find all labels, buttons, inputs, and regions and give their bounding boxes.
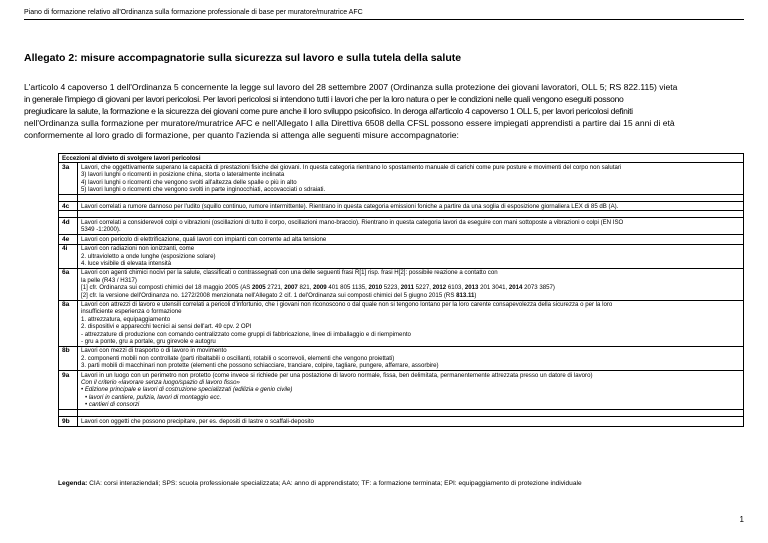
row-code: 9b [59, 417, 78, 426]
row-line: 3. parti mobili di macchinari non protette (elementi che possono schiacciare, tranciare, colpire, tagliare, pungere, afferrare, assorbire) [81, 362, 439, 370]
intro-line: in generale l'impiego di giovani per lavori pericolosi. Per lavori pericolosi si intendono tutti i lavori che per la loro natura o per le condizioni nelle quali vengono eseguiti possono [24, 94, 624, 104]
row-text [78, 346, 744, 370]
row-code: 8b [59, 346, 78, 370]
row-line: Lavori, che oggettivamente superano la capacità di prestazioni fisiche dei giovani. In questa categoria rientrano lo spostamento manuale di carichi come pure posture e movimenti del corpo non salutari [81, 163, 622, 171]
row-line: - gru a ponte, gru a portale, gru girevole e autogru [81, 338, 216, 346]
row-line: Lavori con attrezzi di lavoro e utensili correlati a pericoli d'infortunio, che i giovani non riconoscono o dal quale non si tengono lontano per la loro carente consapevolezza della sicurezza o per la loro [81, 301, 613, 308]
row-line: Lavori in un luogo con un perimetro non protetto (come invece si richiede per una postazione di lavoro normale, fissa, ben delimitata, permanentemente attrezzata presso un datore di lavoro) [81, 371, 593, 379]
row-line: Lavori correlati a considerevoli colpi o vibrazioni (oscillazioni di tutto il corpo, oscillazioni mano-braccio). Rientrano in questa categoria lavori da eseguire con mani sottoposte a vibrazioni o colpi (EN ISO [81, 218, 624, 226]
row-code: 8a [59, 300, 78, 346]
row-line: 2. ultravioletto a onde lunghe (esposizione solare) [81, 252, 216, 260]
intro-line: L'articolo 4 capoverso 1 dell'Ordinanza 5 concernente la legge sul lavoro del 28 settembre 2007 (Ordinanza sulla protezione dei giovani lavoratori, OLL 5; RS 822.115) vieta [24, 82, 678, 92]
row-line: 5349 -1:2000). [81, 226, 121, 234]
row-line: la pelle (R43 / H317) [81, 276, 137, 284]
row-text [78, 371, 744, 410]
header-divider [24, 19, 744, 20]
row-line: Lavori correlati a rumore dannoso per l'udito (squillo continuo, rumore intermittente). Rientrano in questa categoria emissioni foniche a partire da una soglia di esposizione giornaliera LEX di 85 dB (A). [81, 202, 619, 210]
table-row [59, 371, 744, 410]
table-caption-row [59, 154, 744, 163]
row-line: Lavori con pericolo di elettrificazione, quali lavori con impianti con corrente ad alta tensione [81, 235, 327, 243]
row-text [78, 244, 744, 268]
legend-label: Legenda: [58, 480, 88, 487]
row-text [78, 163, 744, 195]
row-code: 4e [59, 235, 78, 244]
row-text [78, 218, 744, 235]
intro-line: nell'Ordinanza sulla formazione per muratore/muratrice AFC e nell'Allegato I alla Direttiva 6508 della CFSL possono essere impiegati apprendisti a partire dai 15 anni di età [24, 118, 675, 128]
row-text [78, 417, 744, 426]
footnote-1: [1] cfr. Ordinanza sui composti chimici del 18 maggio 2005 (AS 2005 2721, 2007 821, 2009 401 805 1135, 2010 5223, 2011 5227, 2012 6103, 2013 201 3041, 2014 2073 3857) [81, 284, 555, 292]
row-code: 3a [59, 163, 78, 195]
table-row [59, 218, 744, 235]
row-code: 4d [59, 218, 78, 235]
row-line: Lavori con radiazioni non ionizzanti, come [81, 245, 195, 253]
row-line: 5) lavori lunghi o ricorrenti che vengono svolti in parte inginocchiati, accovacciati o sdraiati. [81, 186, 326, 194]
row-line: 4. luce visibile di elevata intensità [81, 259, 172, 267]
table-row [59, 417, 744, 426]
row-spacer [59, 410, 744, 417]
row-code: 6a [59, 268, 78, 300]
table-row [59, 163, 744, 195]
legend-text: CIA: corsi interaziendali; SPS: scuola professionale specializzata; AA: anno di apprendistato; TF: a formazione terminata; EPI: equipaggiamento di protezione individuale [87, 480, 582, 487]
row-text [78, 268, 744, 300]
intro-paragraph [24, 81, 746, 141]
row-line: Lavori con agenti chimici nocivi per la salute, classificati o contrassegnati con una delle seguenti frasi R[1] risp. frasi H[2]: possibile reazione a contatto con [81, 269, 498, 277]
table-row [59, 244, 744, 268]
footnote-2: [2] cfr. la versione dell'Ordinanza no. 1272/2008 menzionata nell'Allegato 2 cif. 1 del'Ordinanza sui composti chimici del 5 giugno 2015 (RS 813.11) [81, 291, 477, 299]
row-spacer [59, 195, 744, 202]
table-row [59, 300, 744, 346]
page-number: 1 [739, 515, 744, 524]
intro-line: conformemente al loro grado di formazione, per quanto l'azienda si attenga alle seguenti misure accompagnatorie: [24, 130, 459, 140]
table-row [59, 346, 744, 370]
row-line: 1. attrezzatura, equipaggiamento [81, 315, 171, 323]
page-header: Piano di formazione relativo all'Ordinanza sulla formazione professionale di base per muratore/muratrice AFC [24, 9, 363, 16]
page-title: Allegato 2: misure accompagnatorie sulla sicurezza sul lavoro e sulla tutela della salute [24, 52, 462, 64]
row-line: Lavori con mezzi di trasporto o di lavoro in movimento [81, 347, 227, 355]
row-text [78, 235, 744, 244]
row-code: 4c [59, 202, 78, 211]
row-line: 4) lavori lunghi o ricorrenti che vengono svolti all'altezza delle spalle o più in alto [81, 178, 297, 186]
row-line: 2. dispositivi e apparecchi tecnici ai sensi dell'art. 49 cpv. 2 OPI [81, 323, 252, 331]
row-line: 3) lavori lunghi o ricorrenti in posizione china, storta o lateralmente inclinata [81, 171, 285, 179]
row-text [78, 202, 744, 211]
exceptions-table [58, 153, 744, 427]
row-line: • cantieri di consorzi [85, 401, 140, 409]
row-text [78, 300, 744, 346]
legend [58, 480, 582, 487]
table-row [59, 202, 744, 211]
table-row [59, 268, 744, 300]
row-line: 2. componenti mobili non controllate (parti ribaltabili o oscillanti, rotabili o scorrevoli, elementi che vengono proiettati) [81, 354, 395, 362]
row-code: 9a [59, 371, 78, 410]
row-line: • Edizione principale e lavori di costruzione specializzati (edilizia e genio civile) [81, 386, 293, 394]
row-line: Lavori con oggetti che possono precipitare, per es. depositi di lastre o scaffali-deposito [81, 417, 314, 425]
table-row [59, 235, 744, 244]
row-spacer [59, 211, 744, 218]
intro-line: pregiudicare la salute, la formazione e la sicurezza dei giovani come pure anche il loro sviluppo psicofisico. In deroga all'articolo 4 capoverso 1 OLL 5, per lavori pericolosi definiti [24, 106, 633, 116]
table-caption: Eccezioni al divieto di svolgere lavori pericolosi [59, 154, 744, 163]
row-line: Con il criterio «lavorare senza luogo/spazio di lavoro fisso» [81, 379, 240, 387]
row-line: - attrezzature di produzione con comando centralizzato come gruppi di fabbricazione, linee di imballaggio e di riempimento [81, 330, 411, 338]
row-line: • lavori in cantiere, pulizia, lavori di montaggio ecc. [85, 393, 222, 401]
row-code: 4i [59, 244, 78, 268]
row-line: insufficiente esperienza o formazione [81, 308, 182, 316]
